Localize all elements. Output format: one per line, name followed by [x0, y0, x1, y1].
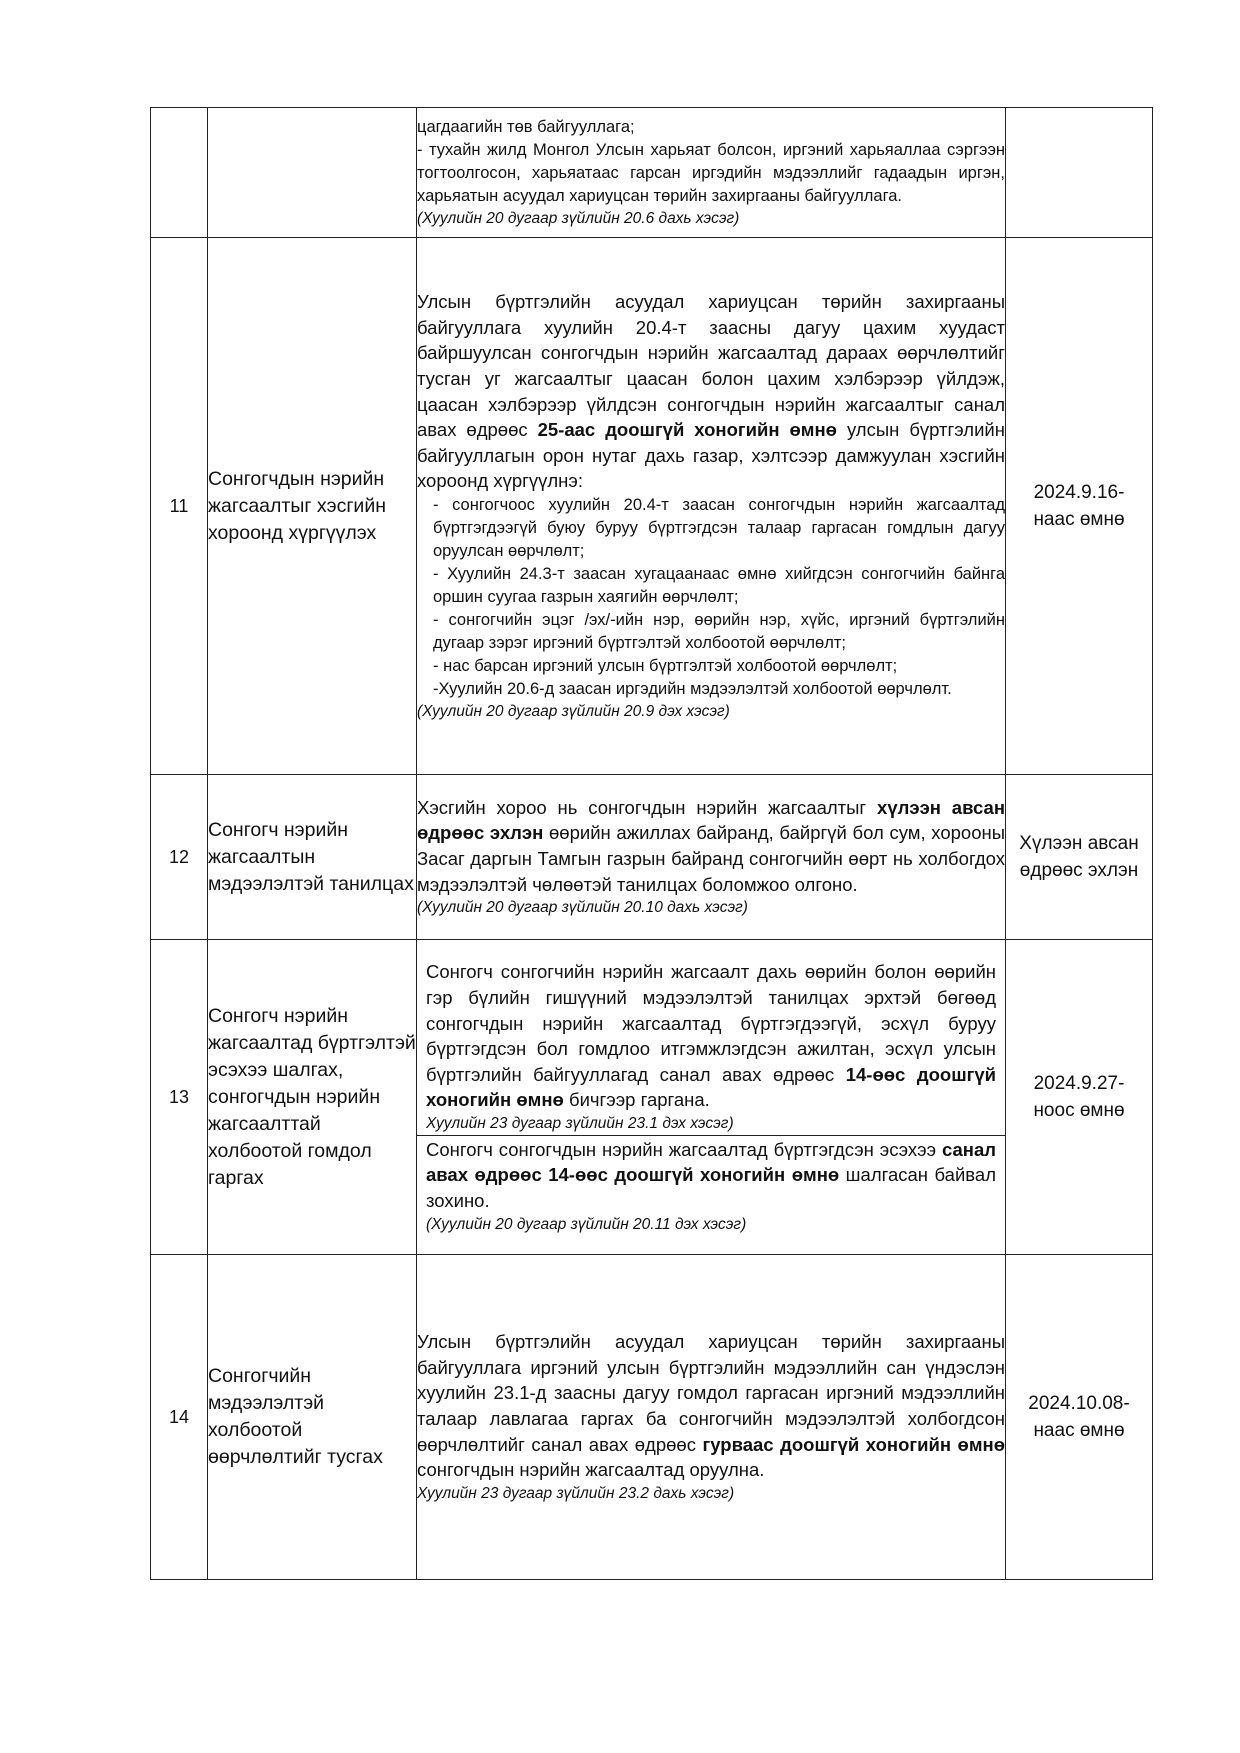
law-reference: (Хуулийн 20 дугаар зүйлийн 20.11 дэх хэсэг) [426, 1215, 747, 1233]
content-paragraph: цагдаагийн төв байгууллага; [417, 117, 635, 136]
date-line: 2024.9.16- [1033, 482, 1125, 503]
content-list-item: - сонгогчоос хуулийн 20.4-т заасан сонгогчдын нэрийн жагсаалтад бүртгэгдээгүй буюу буруу бүртгэгдсэн талаар гаргасан гомдлын дагуу оруулсан өөрчлөлт; [433, 495, 1005, 560]
content-text: Сонгогч сонгогчийн нэрийн жагсаалт дахь өөрийн болон өөрийн гэр бүлийн гишүүний мэдээлэлтэй танилцах эрхтэй бөгөөд сонгогчдын нэрийн жагсаалтад бүртгэгдээгүй, эсхүл буруу бүртгэгдсэн бол гомдлоо итгэмжлэгдсэн ажилтан, эсхүл улсын бүртгэлийн байгууллагад санал авах өдрөөс [426, 961, 996, 1085]
row-title [208, 108, 417, 238]
content-paragraph [417, 1329, 1005, 1483]
law-reference: (Хуулийн 20 дугаар зүйлийн 20.9 дэх хэсэг) [417, 702, 730, 720]
row-number: 14 [151, 1255, 208, 1580]
row-number: 13 [151, 940, 208, 1255]
content-emphasis: 25-аас доошгүй хоногийн өмнө [537, 419, 837, 441]
table-row [151, 1255, 1153, 1580]
row-date [1006, 1255, 1153, 1580]
law-reference: Хуулийн 23 дугаар зүйлийн 23.1 дэх хэсэг) [426, 1114, 734, 1132]
table-row [151, 775, 1153, 940]
row-content [417, 108, 1006, 238]
content-paragraph [417, 795, 1005, 897]
content-emphasis: гурваас доошгүй хоногийн өмнө [702, 1433, 1005, 1455]
content-list-item: - Хуулийн 24.3-т заасан хугацаанаас өмнө хийгдсэн сонгогчийн байнга оршин суугаа газрын хаягийн өөрчлөлт; [433, 564, 1005, 606]
content-text: шалгасан байвал зохино. [426, 1164, 996, 1212]
row-number [151, 108, 208, 238]
content-text: Улсын бүртгэлийн асуудал хариуцсан төрийн захиргааны байгууллага иргэний улсын бүртгэлийн мэдээллийн сан үндэслэн хуулийн 23.1-д заасны дагуу гомдол гаргасан иргэний мэдээллийн талаар лавлагаа гаргах ба сонгогчийн мэдээлэлтэй холбогдсон өөрчлөлтийг санал авах өдрөөс [417, 1331, 1005, 1455]
content-segment [417, 958, 1005, 1135]
content-emphasis: 14-өөс доошгүй хоногийн өмнө [426, 1063, 996, 1111]
row-number: 12 [151, 775, 208, 940]
row-content [417, 238, 1006, 775]
content-list-item: -Хуулийн 20.6-д заасан иргэдийн мэдээлэлтэй холбоотой өөрчлөлт. [433, 679, 952, 698]
table-row [151, 940, 1153, 1255]
date-line: 2024.9.27- [1033, 1073, 1125, 1094]
content-text: Хэсгийн хороо нь сонгогчдын нэрийн жагсаалтыг [417, 796, 878, 818]
date-line: ноос өмнө [1033, 1100, 1125, 1121]
row-date [1006, 775, 1153, 940]
content-text: улсын бүртгэлийн байгууллагын орон нутаг дахь газар, хэлтсээр дамжуулан хэсгийн хороонд хүргүүлнэ: [417, 419, 1005, 492]
content-emphasis: санал авах өдрөөс 14-өөс доошгүй хоногийн өмнө [426, 1138, 996, 1186]
row-date [1006, 238, 1153, 775]
row-title: Сонгогч нэрийн жагсаалтад бүртгэлтэй эсэхээ шалгах, сонгогчдын нэрийн жагсаалттай холбоотой гомдол гаргах [208, 940, 417, 1255]
table-row [151, 238, 1153, 775]
date-line: Хүлээн авсан [1019, 833, 1139, 854]
date-line: наас өмнө [1033, 509, 1125, 530]
date-line: наас өмнө [1033, 1420, 1125, 1441]
row-title: Сонгогчийн мэдээлэлтэй холбоотой өөрчлөлтийг тусгах [208, 1255, 417, 1580]
table-row [151, 108, 1153, 238]
content-segment [417, 1135, 1005, 1236]
content-paragraph [426, 1137, 996, 1214]
law-reference: (Хуулийн 20 дугаар зүйлийн 20.10 дахь хэсэг) [417, 899, 748, 917]
law-reference: Хуулийн 23 дугаар зүйлийн 23.2 дахь хэсэг) [417, 1484, 735, 1502]
content-emphasis: хүлээн авсан өдрөөс эхлэн [417, 796, 1005, 844]
content-text: Улсын бүртгэлийн асуудал хариуцсан төрийн захиргааны байгууллага хуулийн 20.4-т заасны дагуу цахим хуудаст байршуулсан сонгогчдын нэрийн жагсаалтад дараах өөрчлөлтийг тусган уг жагсаалтыг цаасан болон цахим хэлбэрээр үйлдэж, цаасан хэлбэрээр үйлдсэн сонгогчдын нэрийн жагсаалтыг санал авах өдрөөс [417, 291, 1005, 441]
row-date [1006, 108, 1153, 238]
content-paragraph [417, 289, 1005, 494]
content-text: сонгогчдын нэрийн жагсаалтад оруулна. [417, 1459, 765, 1481]
date-line: 2024.10.08- [1028, 1393, 1130, 1414]
row-title: Сонгогчдын нэрийн жагсаалтыг хэсгийн хороонд хүргүүлэх [208, 238, 417, 775]
content-text: өөрийн ажиллах байранд, байргүй бол сум, хорооны Засаг даргын Тамгын газрын байранд сонгогчийн өөрт нь холбогдох мэдээлэлтэй чөлөөтэй танилцах боломжоо олгоно. [417, 822, 1006, 895]
row-date [1006, 940, 1153, 1255]
row-content [417, 1255, 1006, 1580]
content-text: бичгээр гаргана. [563, 1089, 710, 1111]
row-content [417, 775, 1006, 940]
row-number: 11 [151, 238, 208, 775]
content-list-item: - сонгогчийн эцэг /эх/-ийн нэр, өөрийн нэр, хүйс, иргэний бүртгэлийн дугаар зэрэг иргэний бүртгэлтэй холбоотой өөрчлөлт; [433, 610, 1005, 652]
schedule-table [150, 107, 1153, 1580]
content-paragraph: - тухайн жилд Монгол Улсын харьяат болсон, иргэний харьяаллаа сэргээн тогтоолгосон, харьяатаас гарсан иргэдийн мэдээллийг гадаадын иргэн, харьяатын асуудал хариуцсан төрийн захиргааны байгууллага. [417, 140, 1005, 205]
row-content [417, 940, 1006, 1255]
date-line: өдрөөс эхлэн [1019, 860, 1139, 881]
content-paragraph [426, 959, 996, 1113]
law-reference: (Хуулийн 20 дугаар зүйлийн 20.6 дахь хэсэг) [417, 209, 740, 227]
row-title: Сонгогч нэрийн жагсаалтын мэдээлэлтэй танилцах [208, 775, 417, 940]
content-list-item: - нас барсан иргэний улсын бүртгэлтэй холбоотой өөрчлөлт; [433, 656, 898, 675]
content-text: Сонгогч сонгогчдын нэрийн жагсаалтад бүртгэгдсэн эсэхээ [426, 1138, 942, 1160]
